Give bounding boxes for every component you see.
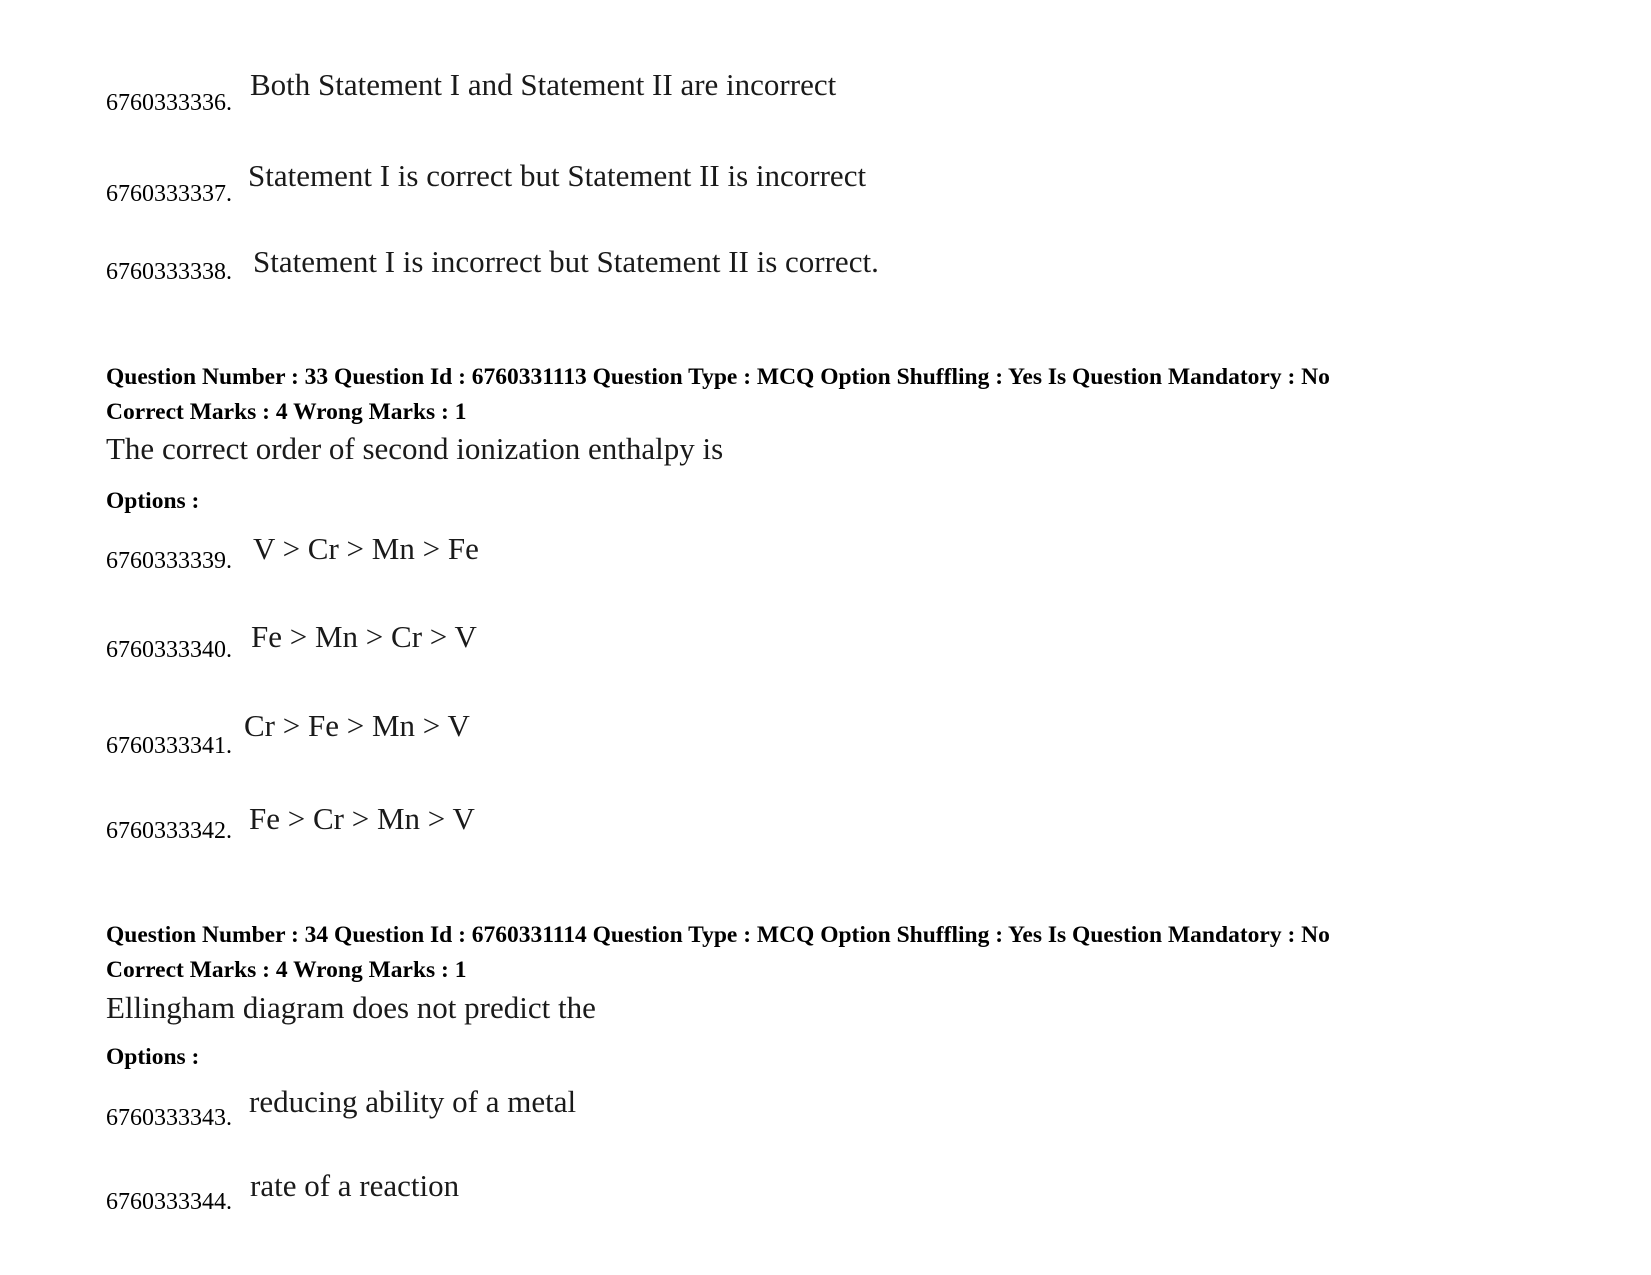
option-text: Fe > Mn > Cr > V (251, 619, 477, 654)
option-id: 6760333340. (106, 637, 232, 663)
question-marks: Correct Marks : 4 Wrong Marks : 1 (106, 399, 467, 425)
question-meta: Question Number : 34 Question Id : 6760331114 Question Type : MCQ Option Shuffling : Yes Is Question Mandatory : No (106, 922, 1330, 948)
options-label: Options : (106, 488, 200, 514)
question-meta: Question Number : 33 Question Id : 6760331113 Question Type : MCQ Option Shuffling : Yes Is Question Mandatory : No (106, 364, 1330, 390)
question-text: The correct order of second ionization enthalpy is (106, 431, 724, 466)
question-marks: Correct Marks : 4 Wrong Marks : 1 (106, 957, 467, 983)
option-id: 6760333336. (106, 90, 232, 116)
option-id: 6760333344. (106, 1189, 232, 1215)
option-id: 6760333342. (106, 818, 232, 844)
option-text: Cr > Fe > Mn > V (244, 708, 470, 743)
option-id: 6760333338. (106, 259, 232, 285)
option-id: 6760333337. (106, 181, 232, 207)
option-text: Both Statement I and Statement II are incorrect (250, 67, 837, 102)
option-text: Fe > Cr > Mn > V (249, 801, 475, 836)
option-id: 6760333343. (106, 1105, 232, 1131)
options-label: Options : (106, 1044, 200, 1070)
option-text: rate of a reaction (250, 1168, 460, 1203)
option-text: V > Cr > Mn > Fe (253, 531, 479, 566)
option-text: Statement I is correct but Statement II is incorrect (248, 158, 867, 193)
option-id: 6760333339. (106, 548, 232, 574)
option-id: 6760333341. (106, 733, 232, 759)
option-text: Statement I is incorrect but Statement II is correct. (253, 244, 879, 279)
question-text: Ellingham diagram does not predict the (106, 990, 596, 1025)
option-text: reducing ability of a metal (249, 1084, 577, 1119)
